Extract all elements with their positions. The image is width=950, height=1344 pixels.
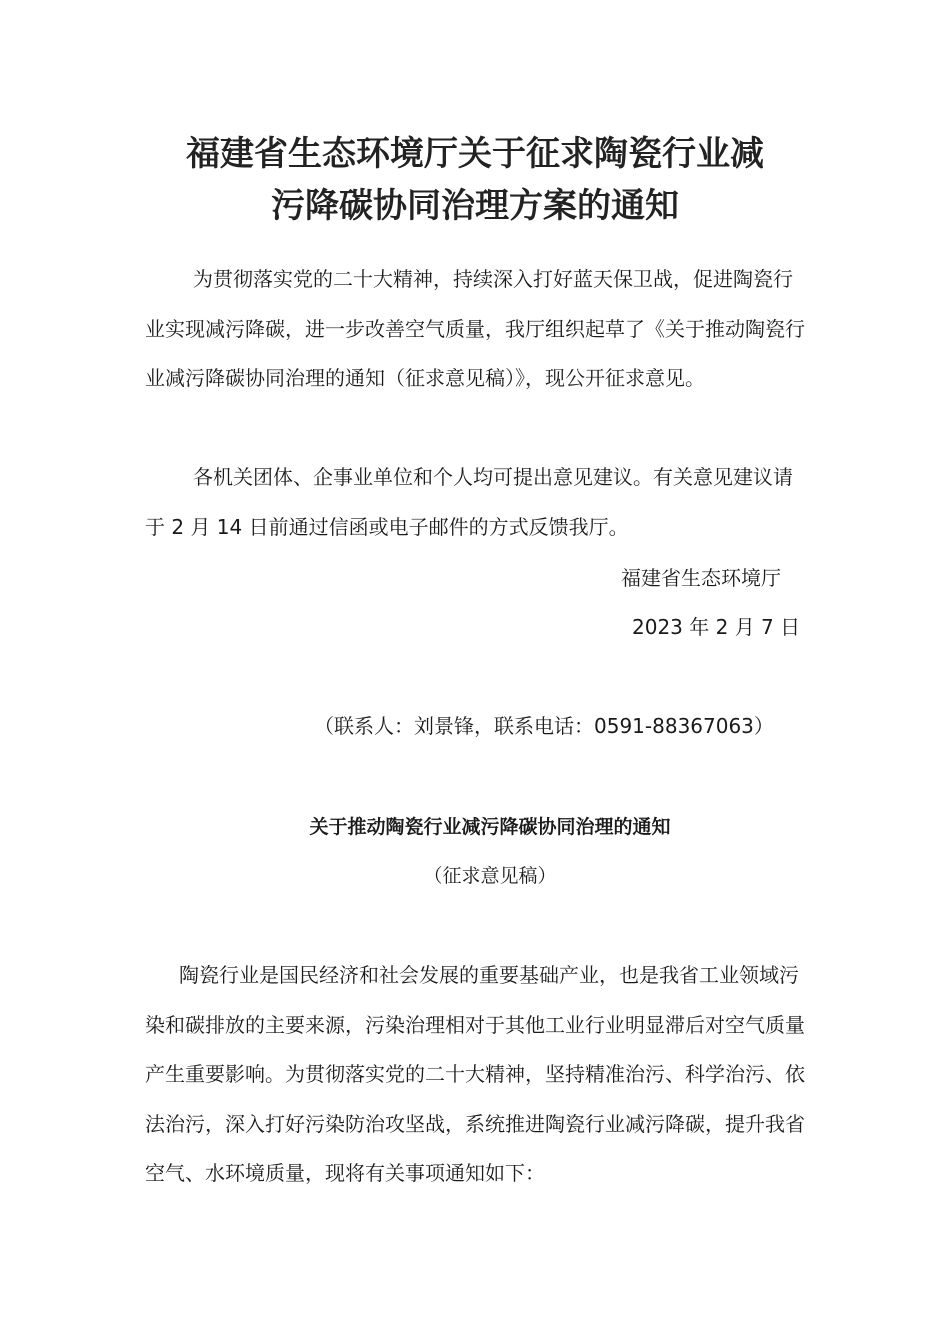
signature-date: 2023 年 2 月 7 日 (632, 615, 801, 639)
intro-paragraph-text: 为贯彻落实党的二十大精神，持续深入打好蓝天保卫战，促进陶瓷行业实现减污降碳，进一步改善空气质量，我厅组织起草了《关于推动陶瓷行业减污降碳协同治理的通知（征求意见稿）》，现公开征求意见。 (145, 267, 805, 390)
title-line-2: 污降碳协同治理方案的通知 (271, 186, 679, 226)
title-line-1: 福建省生态环境厅关于征求陶瓷行业减 (186, 134, 764, 174)
notice-paragraph (145, 951, 807, 1199)
contact-info: （联系人：刘景锋，联系电话：0591-88367063） (314, 714, 774, 738)
intro-paragraph (145, 255, 807, 404)
attachment-title: 关于推动陶瓷行业减污降碳协同治理的通知 (309, 816, 671, 838)
feedback-paragraph (145, 453, 807, 552)
signature-org: 福建省生态环境厅 (621, 566, 781, 590)
attachment-subtitle: （征求意见稿） (423, 865, 557, 887)
feedback-paragraph-text: 各机关团体、企事业单位和个人均可提出意见建议。有关意见建议请于 2 月 14 日前通过信函或电子邮件的方式反馈我厅。 (145, 465, 793, 539)
notice-paragraph-text: 陶瓷行业是国民经济和社会发展的重要基础产业，也是我省工业领域污染和碳排放的主要来源，污染治理相对于其他工业行业明显滞后对空气质量产生重要影响。为贯彻落实党的二十大精神，坚持精准治污、科学治污、依法治污，深入打好污染防治攻坚战，系统推进陶瓷行业减污降碳，提升我省空气、水环境质量，现将有关事项通知如下： (145, 963, 805, 1185)
document-title (120, 128, 830, 232)
